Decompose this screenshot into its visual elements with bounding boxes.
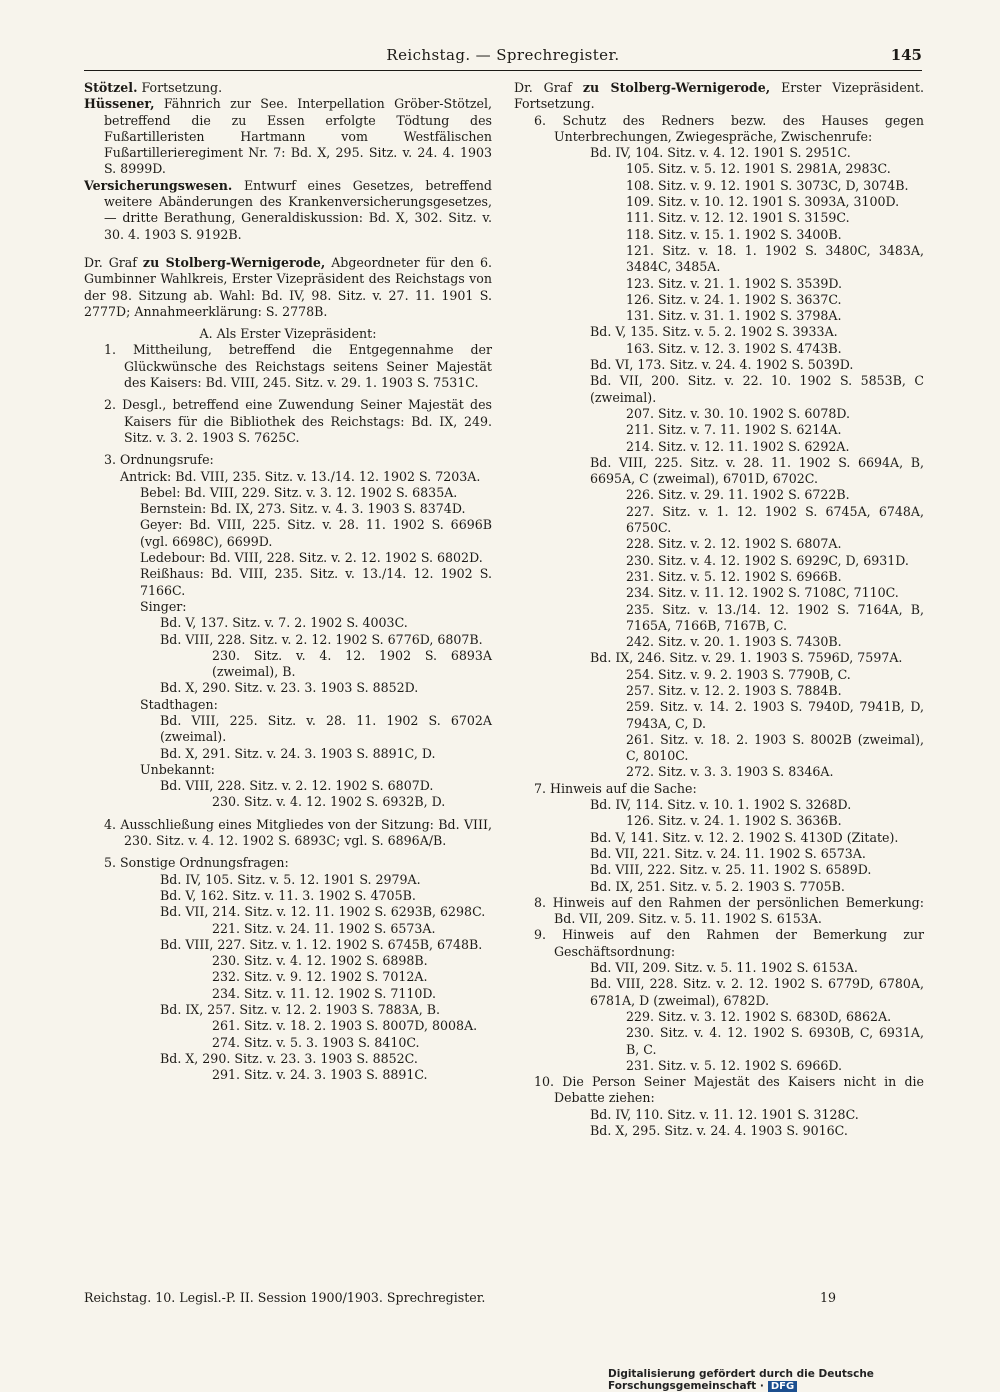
- register-entry: 111. Sitz. v. 12. 12. 1901 S. 3159C.: [626, 210, 850, 226]
- register-entry: 3. Ordnungsrufe:: [104, 452, 214, 468]
- register-entry: Dr. Graf zu Stolberg-Wernigerode, Abgeordneter für den 6. Gumbinner Wahlkreis, Erster Vizepräsident des Reichstags von der 98. Sitzung ab. Wahl: Bd. IV, 98. Sitz. v. 27. 11. 1901 S. 2777D; Annahmeerklärung: S. 2778B.: [84, 254, 492, 319]
- register-entry: 235. Sitz. v. 13./14. 12. 1902 S. 7164A, B, 7165A, 7166B, 7167B, C.: [626, 601, 924, 633]
- register-entry: Stötzel. Fortsetzung.: [84, 80, 223, 95]
- register-entry: 10. Die Person Seiner Majestät des Kaisers nicht in die Debatte ziehen:: [534, 1074, 924, 1106]
- register-entry: 2. Desgl., betreffend eine Zuwendung Seiner Majestät des Kaisers für die Bibliothek des Reichstags: Bd. IX, 249. Sitz. v. 3. 2. 1903 S. 7625C.: [104, 397, 492, 445]
- register-entry: Bd. IV, 114. Sitz. v. 10. 1. 1902 S. 3268D.: [590, 797, 852, 813]
- register-entry: Bd. VIII, 227. Sitz. v. 1. 12. 1902 S. 6745B, 6748B.: [160, 936, 483, 952]
- register-entry: Bd. IV, 105. Sitz. v. 5. 12. 1901 S. 2979A.: [160, 871, 421, 887]
- register-entry: 259. Sitz. v. 14. 2. 1903 S. 7940D, 7941B, D, 7943A, C, D.: [626, 699, 924, 731]
- register-entry: 118. Sitz. v. 15. 1. 1902 S. 3400B.: [626, 226, 842, 242]
- register-entry: 291. Sitz. v. 24. 3. 1903 S. 8891C.: [212, 1067, 428, 1083]
- register-entry: 121. Sitz. v. 18. 1. 1902 S. 3480C, 3483A, 3484C, 3485A.: [626, 242, 924, 275]
- running-title: Reichstag. — Sprechregister.: [386, 46, 620, 64]
- digitization-notice: [608, 1368, 1000, 1392]
- right-column: [514, 80, 924, 1139]
- register-entry: Reißhaus: Bd. VIII, 235. Sitz. v. 13./14. 12. 1902 S. 7166C.: [140, 566, 492, 598]
- register-entry: Bd. X, 290. Sitz. v. 23. 3. 1903 S. 8852D.: [160, 680, 419, 696]
- register-entry: 261. Sitz. v. 18. 2. 1903 S. 8007D, 8008A.: [212, 1018, 478, 1034]
- register-entry: Unbekannt:: [140, 761, 215, 777]
- register-entry: 231. Sitz. v. 5. 12. 1902 S. 6966B.: [626, 568, 842, 584]
- register-entry: 228. Sitz. v. 2. 12. 1902 S. 6807A.: [626, 536, 842, 552]
- digitization-text: Digitalisierung gefördert durch die Deutsche Forschungsgemeinschaft ·: [608, 1368, 874, 1392]
- register-entry: 254. Sitz. v. 9. 2. 1903 S. 7790B, C.: [626, 666, 851, 682]
- register-entry: A. Als Erster Vizepräsident:: [199, 326, 377, 342]
- register-entry: 4. Ausschließung eines Mitgliedes von der Sitzung: Bd. VIII, 230. Sitz. v. 4. 12. 1902 S. 6893C; vgl. S. 6896A/B.: [104, 816, 492, 849]
- register-entry: Bd. VIII, 222. Sitz. v. 25. 11. 1902 S. 6589D.: [590, 862, 872, 878]
- register-entry: Bd. V, 137. Sitz. v. 7. 2. 1902 S. 4003C.: [160, 615, 408, 631]
- register-entry: Bernstein: Bd. IX, 273. Sitz. v. 4. 3. 1903 S. 8374D.: [140, 501, 466, 517]
- register-entry: Bd. IX, 246. Sitz. v. 29. 1. 1903 S. 7596D, 7597A.: [590, 650, 903, 666]
- register-entry: 232. Sitz. v. 9. 12. 1902 S. 7012A.: [212, 969, 428, 985]
- register-entry: Bd. VII, 200. Sitz. v. 22. 10. 1902 S. 5853B, C (zweimal).: [590, 373, 924, 405]
- register-entry: 227. Sitz. v. 1. 12. 1902 S. 6745A, 6748A, 6750C.: [626, 503, 924, 536]
- register-entry: 8. Hinweis auf den Rahmen der persönlichen Bemerkung: Bd. VII, 209. Sitz. v. 5. 11. 1902 S. 6153A.: [534, 894, 924, 927]
- register-entry: Bd. IV, 110. Sitz. v. 11. 12. 1901 S. 3128C.: [590, 1106, 859, 1122]
- register-entry: Bd. VII, 221. Sitz. v. 24. 11. 1902 S. 6573A.: [590, 845, 866, 861]
- register-entry: 108. Sitz. v. 9. 12. 1901 S. 3073C, D, 3074B.: [626, 177, 909, 193]
- register-entry: Bd. X, 291. Sitz. v. 24. 3. 1903 S. 8891C, D.: [160, 745, 436, 761]
- header-rule: [84, 70, 922, 71]
- register-entry: Bd. X, 295. Sitz. v. 24. 4. 1903 S. 9016C.: [590, 1123, 848, 1138]
- register-entry: 230. Sitz. v. 4. 12. 1902 S. 6929C, D, 6931D.: [626, 552, 909, 568]
- running-header: [84, 46, 922, 68]
- register-entry: 5. Sonstige Ordnungsfragen:: [104, 855, 289, 871]
- register-entry: 163. Sitz. v. 12. 3. 1902 S. 4743B.: [626, 340, 842, 356]
- register-entry: Antrick: Bd. VIII, 235. Sitz. v. 13./14. 12. 1902 S. 7203A.: [120, 468, 481, 484]
- register-entry: Bd. IV, 104. Sitz. v. 4. 12. 1901 S. 2951C.: [590, 145, 851, 161]
- register-entry: 123. Sitz. v. 21. 1. 1902 S. 3539D.: [626, 275, 843, 291]
- register-entry: Bd. VIII, 225. Sitz. v. 28. 11. 1902 S. 6702A (zweimal).: [160, 712, 492, 745]
- register-entry: Bebel: Bd. VIII, 229. Sitz. v. 3. 12. 1902 S. 6835A.: [140, 484, 458, 500]
- register-entry: 211. Sitz. v. 7. 11. 1902 S. 6214A.: [626, 422, 842, 438]
- register-entry: Bd. IX, 257. Sitz. v. 12. 2. 1903 S. 7883A, B.: [160, 1002, 440, 1018]
- register-entry: Bd. VIII, 228. Sitz. v. 2. 12. 1902 S. 6807D.: [160, 778, 434, 794]
- register-entry: 230. Sitz. v. 4. 12. 1902 S. 6893A (zweimal), B.: [212, 647, 492, 680]
- register-entry: 6. Schutz des Redners bezw. des Hauses gegen Unterbrechungen, Zwiegespräche, Zwischenrufe:: [534, 112, 924, 144]
- register-entry: 274. Sitz. v. 5. 3. 1903 S. 8410C.: [212, 1034, 420, 1050]
- register-entry: Singer:: [140, 598, 187, 614]
- register-entry: 229. Sitz. v. 3. 12. 1902 S. 6830D, 6862A.: [626, 1008, 892, 1024]
- register-entry: 257. Sitz. v. 12. 2. 1903 S. 7884B.: [626, 682, 842, 698]
- register-entry: 234. Sitz. v. 11. 12. 1902 S. 7110D.: [212, 985, 437, 1001]
- register-entry: 126. Sitz. v. 24. 1. 1902 S. 3637C.: [626, 291, 842, 307]
- register-entry: Bd. X, 290. Sitz. v. 23. 3. 1903 S. 8852C.: [160, 1050, 418, 1066]
- register-entry: Bd. VII, 209. Sitz. v. 5. 11. 1902 S. 6153A.: [590, 960, 858, 976]
- register-entry: Bd. V, 141. Sitz. v. 12. 2. 1902 S. 4130D (Zitate).: [590, 829, 899, 845]
- register-entry: Geyer: Bd. VIII, 225. Sitz. v. 28. 11. 1902 S. 6696B (vgl. 6698C), 6699D.: [140, 517, 492, 549]
- register-entry: 9. Hinweis auf den Rahmen der Bemerkung zur Geschäftsordnung:: [534, 927, 924, 959]
- register-entry: 261. Sitz. v. 18. 2. 1903 S. 8002B (zweimal), C, 8010C.: [626, 731, 924, 764]
- register-entry: 214. Sitz. v. 12. 11. 1902 S. 6292A.: [626, 438, 850, 454]
- register-entry: 207. Sitz. v. 30. 10. 1902 S. 6078D.: [626, 405, 851, 421]
- register-entry: 230. Sitz. v. 4. 12. 1902 S. 6898B.: [212, 953, 428, 969]
- left-column: [84, 80, 492, 1084]
- register-entry: 109. Sitz. v. 10. 12. 1901 S. 3093A, 3100D.: [626, 194, 900, 210]
- register-entry: Versicherungswesen. Entwurf eines Gesetzes, betreffend weitere Abänderungen des Krankenversicherungsgesetzes, — dritte Berathung, Generaldiskussion: Bd. X, 302. Sitz. v. 30. 4. 1903 S. 9192B.: [84, 177, 492, 242]
- register-entry: Bd. VIII, 228. Sitz. v. 2. 12. 1902 S. 6776D, 6807B.: [160, 631, 483, 647]
- register-entry: 105. Sitz. v. 5. 12. 1901 S. 2981A, 2983C.: [626, 161, 891, 177]
- register-entry: Bd. VIII, 225. Sitz. v. 28. 11. 1902 S. 6694A, B, 6695A, C (zweimal), 6701D, 6702C.: [590, 454, 924, 487]
- register-entry: 231. Sitz. v. 5. 12. 1902 S. 6966D.: [626, 1057, 843, 1073]
- register-entry: Bd. VIII, 228. Sitz. v. 2. 12. 1902 S. 6779D, 6780A, 6781A, D (zweimal), 6782D.: [590, 976, 924, 1008]
- register-entry: Bd. VI, 173. Sitz. v. 24. 4. 1902 S. 5039D.: [590, 357, 854, 373]
- register-entry: 131. Sitz. v. 31. 1. 1902 S. 3798A.: [626, 308, 842, 324]
- page-number: 145: [890, 46, 922, 64]
- footer-note: Reichstag. 10. Legisl.-P. II. Session 1900/1903. Sprechregister.: [84, 1290, 486, 1305]
- register-entry: 242. Sitz. v. 20. 1. 1903 S. 7430B.: [626, 634, 842, 650]
- register-entry: Ledebour: Bd. VIII, 228. Sitz. v. 2. 12. 1902 S. 6802D.: [140, 550, 483, 566]
- register-entry: Bd. V, 162. Sitz. v. 11. 3. 1902 S. 4705B.: [160, 887, 416, 903]
- register-entry: 1. Mittheilung, betreffend die Entgegennahme der Glückwünsche des Reichstags seitens Seiner Majestät des Kaisers: Bd. VIII, 245. Sitz. v. 29. 1. 1903 S. 7531C.: [104, 342, 492, 391]
- register-entry: 230. Sitz. v. 4. 12. 1902 S. 6930B, C, 6931A, B, C.: [626, 1025, 924, 1057]
- register-entry: Bd. VII, 214. Sitz. v. 12. 11. 1902 S. 6293B, 6298C.: [160, 904, 486, 920]
- spacer: [84, 243, 492, 255]
- register-entry: 234. Sitz. v. 11. 12. 1902 S. 7108C, 7110C.: [626, 585, 899, 601]
- register-entry: Bd. IX, 251. Sitz. v. 5. 2. 1903 S. 7705B.: [590, 878, 845, 894]
- register-entry: 126. Sitz. v. 24. 1. 1902 S. 3636B.: [626, 813, 842, 829]
- register-entry: Bd. V, 135. Sitz. v. 5. 2. 1902 S. 3933A.: [590, 324, 838, 340]
- register-entry: Dr. Graf zu Stolberg-Wernigerode, Erster Vizepräsident. Fortsetzung.: [514, 80, 924, 112]
- dfg-logo: DFG: [768, 1381, 797, 1392]
- register-entry: 221. Sitz. v. 24. 11. 1902 S. 6573A.: [212, 920, 436, 936]
- register-entry: Hüssener, Fähnrich zur See. Interpellation Gröber-Stötzel, betreffend die zu Essen erfolgte Tödtung des Fußartilleristen Hartmann vom Westfälischen Fußartillerieregiment Nr. 7: Bd. X, 295. Sitz. v. 24. 4. 1903 S. 8999D.: [84, 96, 492, 177]
- signature-number: 19: [820, 1290, 837, 1305]
- register-entry: 7. Hinweis auf die Sache:: [534, 780, 697, 796]
- register-entry: 226. Sitz. v. 29. 11. 1902 S. 6722B.: [626, 487, 850, 503]
- register-entry: Stadthagen:: [140, 696, 218, 712]
- register-entry: 272. Sitz. v. 3. 3. 1903 S. 8346A.: [626, 764, 834, 780]
- register-entry: 230. Sitz. v. 4. 12. 1902 S. 6932B, D.: [212, 794, 446, 810]
